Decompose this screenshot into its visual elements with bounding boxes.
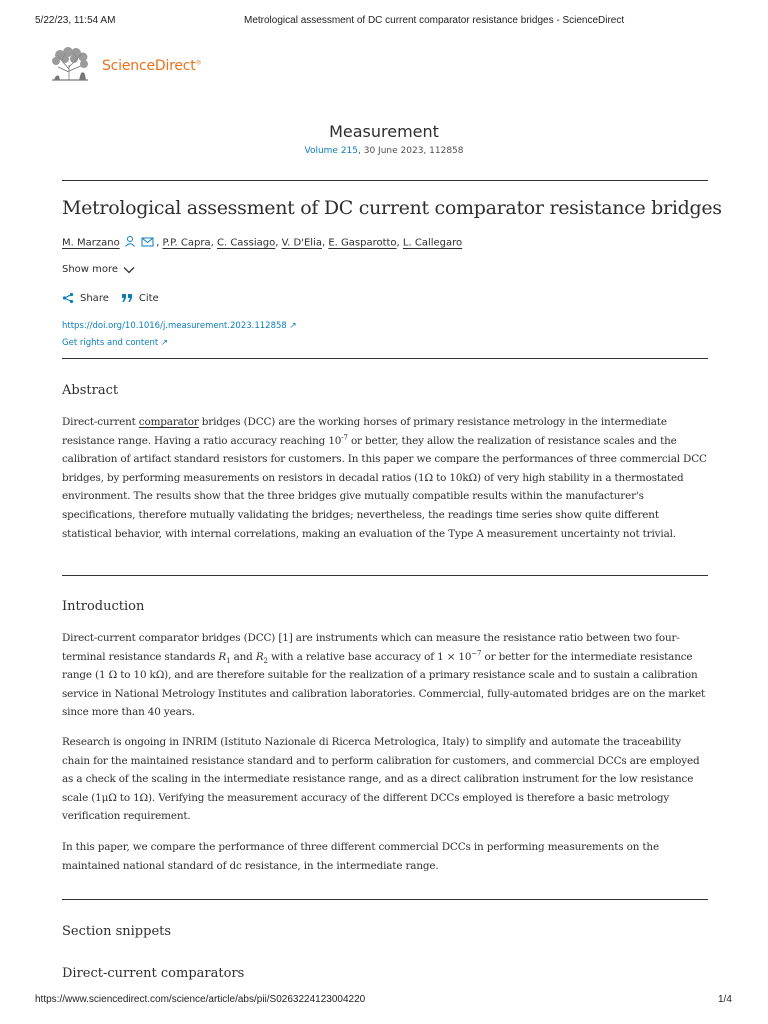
author-separator: , xyxy=(321,237,329,249)
divider xyxy=(62,358,708,359)
author-separator: , xyxy=(210,237,217,249)
share-button[interactable]: Share xyxy=(62,292,109,304)
quote-icon xyxy=(121,293,133,303)
person-icon[interactable] xyxy=(124,235,136,250)
show-more-button[interactable]: Show more xyxy=(62,264,135,275)
intro-paragraph-1: Direct-current comparator bridges (DCC) [1] are instruments which can measure the resistance ratio between two four-terminal resistance standards $R_1$ and $R_2$ with a relative base accuracy of $1 \times 10^{-7}$ or better for the intermediate resistance range (1 Ω to 10 kΩ), and are therefore suitable for the realization of a primary resistance scale and to sustain a calibration service in National Metrology Institutes and calibration laboratories. Commercial, fully-automated bridges are on the market since more than 40 years. xyxy=(62,632,706,719)
author-link[interactable]: M. Marzano xyxy=(62,237,120,249)
print-page-title: Metrological assessment of DC current comparator resistance bridges - ScienceDirect xyxy=(244,15,625,26)
introduction-heading: Introduction xyxy=(62,599,145,614)
journal-name[interactable]: Measurement xyxy=(329,122,439,141)
doi-link[interactable]: https://doi.org/10.1016/j.measurement.2023.112858 ↗ xyxy=(62,321,297,331)
author-separator: , xyxy=(275,237,282,249)
issue-info: Volume 215, 30 June 2023, 112858 xyxy=(304,146,464,156)
chevron-down-icon xyxy=(123,266,135,274)
section-snippets-heading: Section snippets xyxy=(62,924,172,939)
comparator-link[interactable]: comparator xyxy=(138,416,199,428)
divider xyxy=(62,180,708,181)
author-link[interactable]: L. Callegaro xyxy=(402,237,463,249)
author-link[interactable]: E. Gasparotto xyxy=(328,237,397,249)
rights-link[interactable]: Get rights and content ↗ xyxy=(62,338,169,348)
divider xyxy=(62,899,708,900)
author-list: M. Marzano , P.P. Capra, C. Cassiago, V. D'Elia, E. Gasparotto, L. Callegaro xyxy=(62,235,462,250)
author-link[interactable]: P.P. Capra xyxy=(162,237,211,249)
snippet-title[interactable]: Direct-current comparators xyxy=(62,966,245,981)
divider xyxy=(62,575,708,576)
article-title: Metrological assessment of DC current comparator resistance bridges xyxy=(62,197,722,219)
abstract-text: Direct-current comparator bridges (DCC) are the working horses of primary resistance metrology in the intermediate resistance range. Having a ratio accuracy reaching $10^{-7}$ or better, they allow the realization of resistance scales and the calibration of artifact standard resistors for customers. In this paper we compare the performances of three commercial DCC bridges, by performing measurements on resistors in decadal ratios (1Ω to 10kΩ) of very high stability in a thermostated environment. The results show that the three bridges give mutually compatible results within the manufacturer's specifications, therefore mutually validating the bridges; nevertheless, the readings time series show quite different statistical behavior, with internal correlations, making an evaluation of the Type A measurement uncertainty not trivial. xyxy=(62,416,707,540)
print-page-number: 1/4 xyxy=(718,994,732,1005)
intro-paragraph-3: In this paper, we compare the performance of three different commercial DCCs in performing measurements on the maintained national standard of dc resistance, in the intermediate range. xyxy=(62,841,659,872)
abstract-heading: Abstract xyxy=(62,383,119,398)
elsevier-tree-logo[interactable] xyxy=(48,47,92,81)
print-datetime: 5/22/23, 11:54 AM xyxy=(35,15,116,26)
envelope-icon[interactable] xyxy=(141,236,155,250)
cite-button[interactable]: Cite xyxy=(121,293,159,304)
sciencedirect-brand[interactable]: ScienceDirect® xyxy=(102,58,202,74)
article-actions xyxy=(62,292,159,304)
volume-link[interactable]: Volume 215 xyxy=(304,146,359,156)
author-link[interactable]: C. Cassiago xyxy=(216,237,276,249)
intro-paragraph-2: Research is ongoing in INRIM (Istituto Nazionale di Ricerca Metrologica, Italy) to simplify and automate the traceability chain for the maintained resistance standard and to perform calibration for customers, and commercial DCCs are employed as a check of the scaling in the intermediate resistance range, and as a direct calibration instrument for the low resistance scale (1μΩ to 1Ω). Verifying the measurement accuracy of the different DCCs employed is therefore a basic metrology verification requirement. xyxy=(62,736,700,823)
share-icon xyxy=(62,292,74,304)
author-link[interactable]: V. D'Elia xyxy=(281,237,322,249)
print-url: https://www.sciencedirect.com/science/article/abs/pii/S0263224123004220 xyxy=(35,994,366,1005)
author-separator: , xyxy=(396,237,403,249)
